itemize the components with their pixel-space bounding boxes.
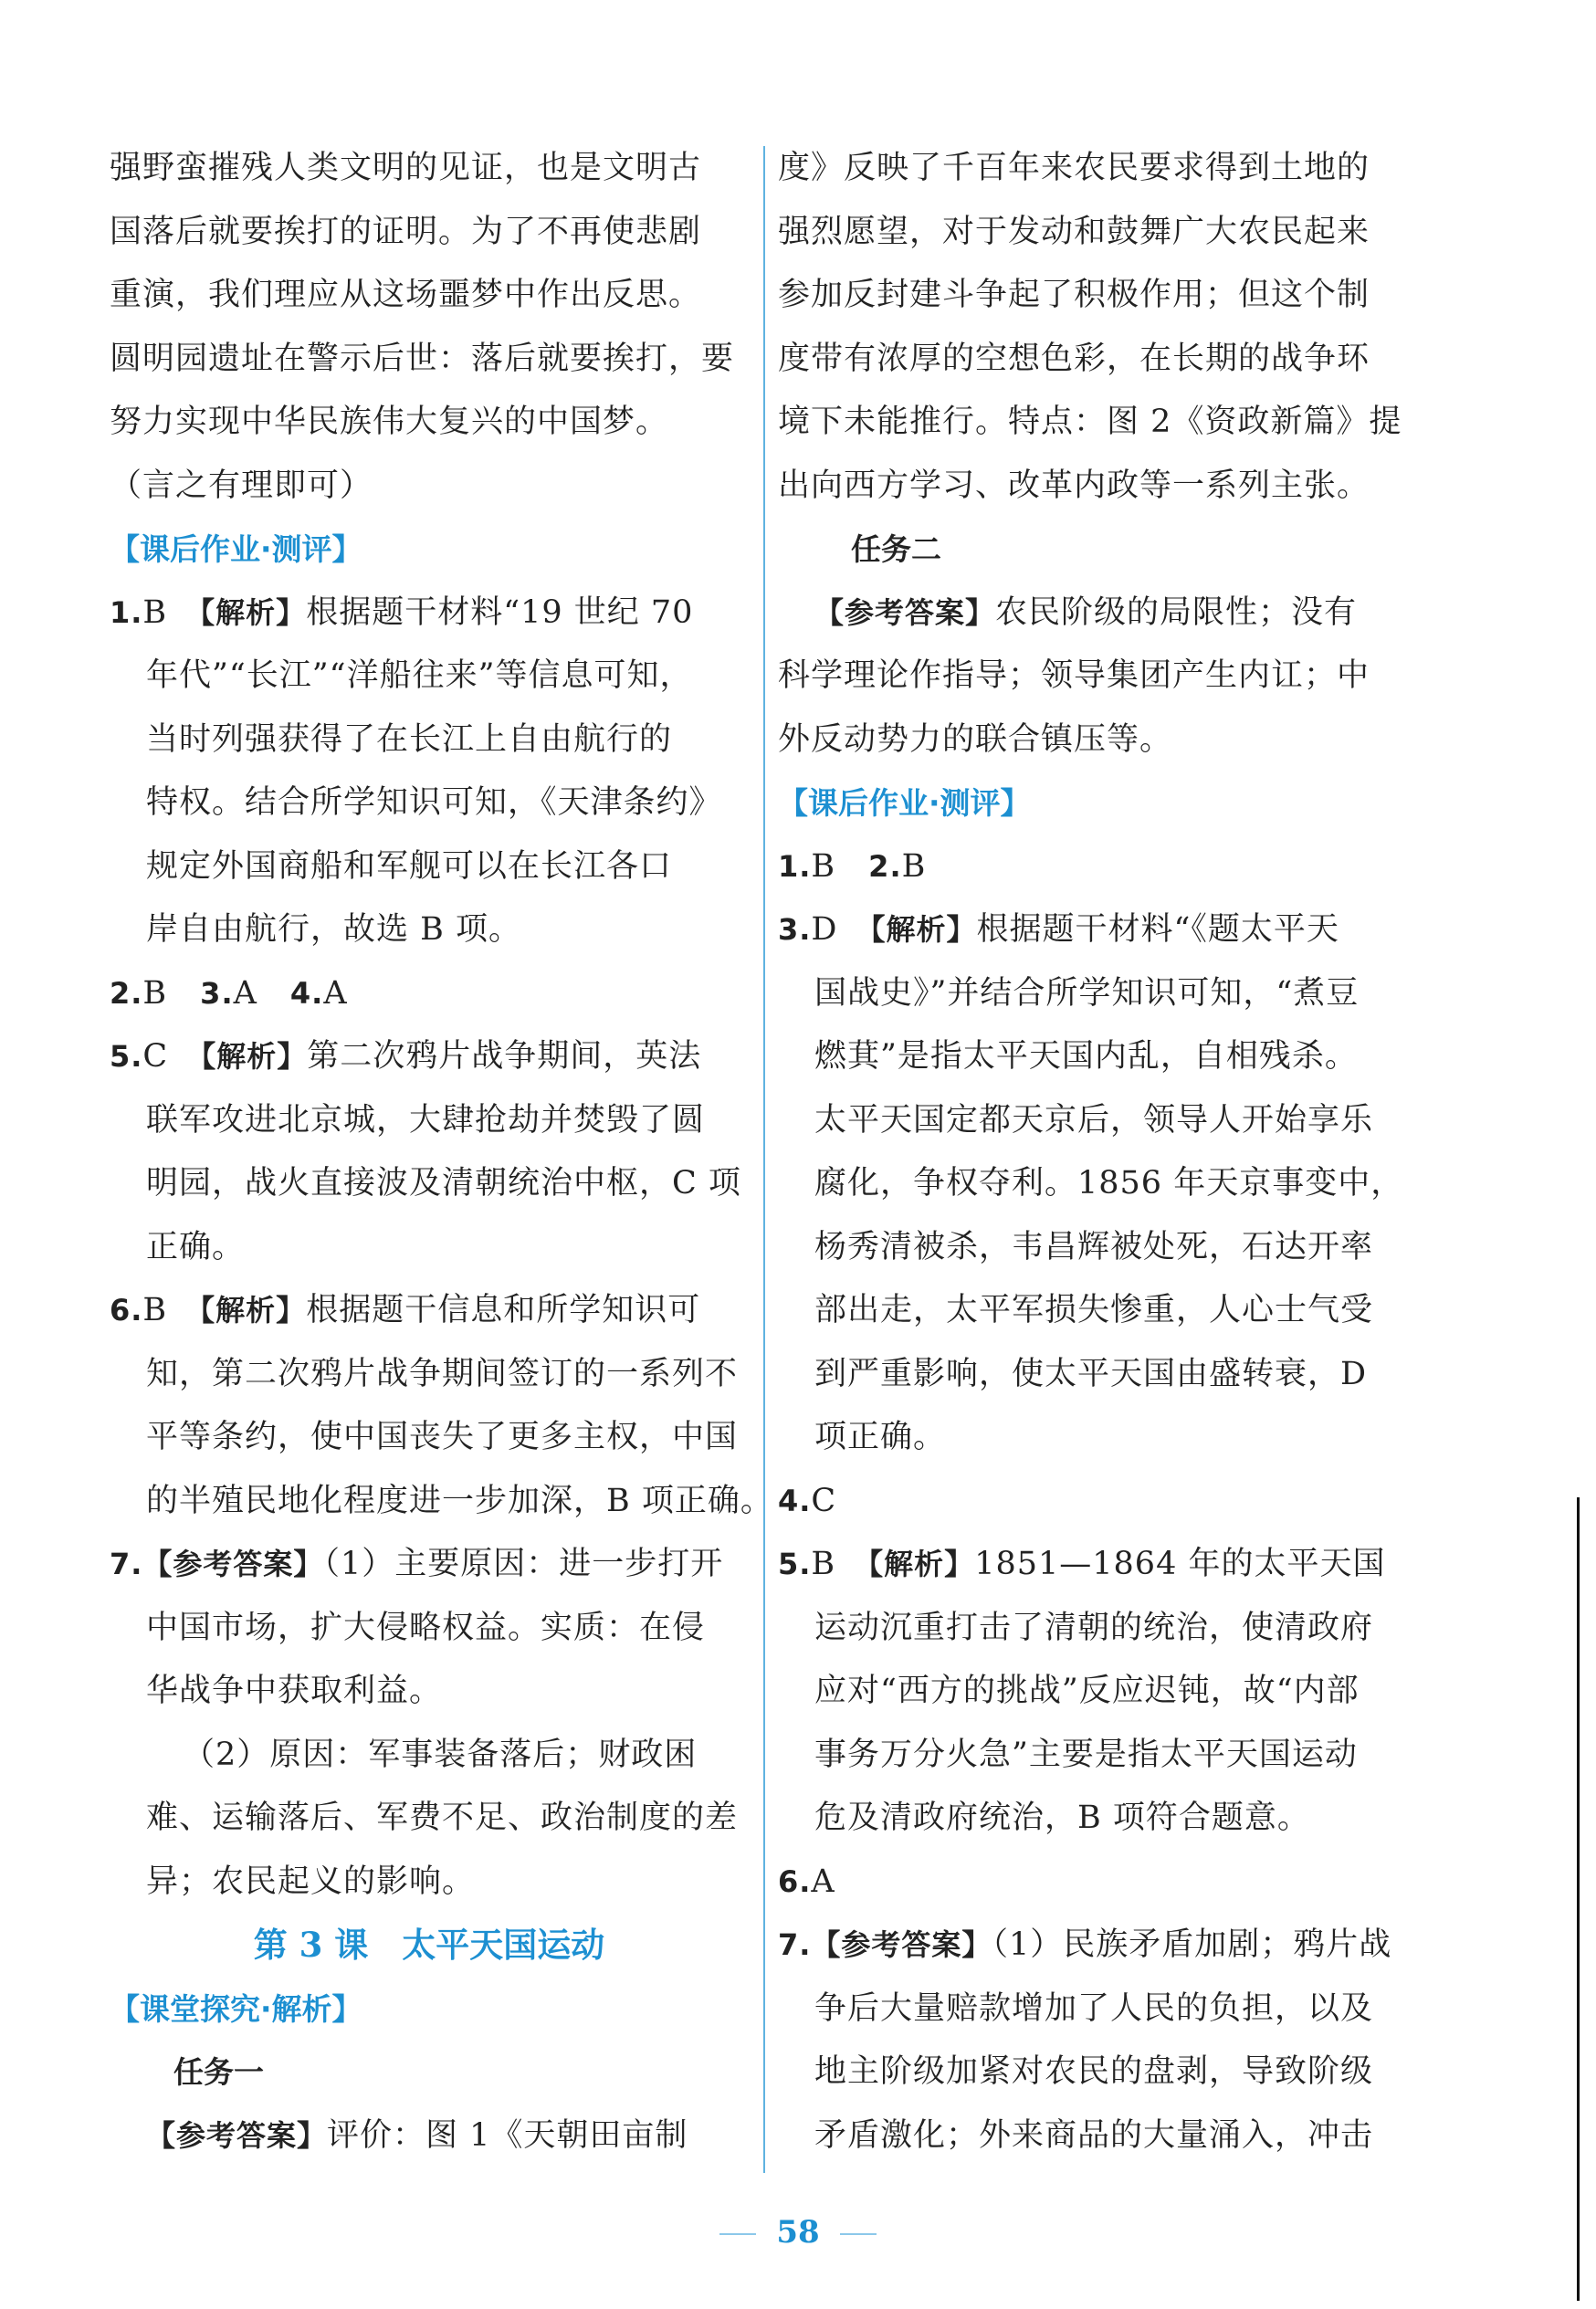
text-line: 运动沉重打击了清朝的统治，使清政府 — [814, 1609, 1374, 1646]
answer-line: 2.B 3.A 4.A — [110, 974, 348, 1012]
answer-line: 【参考答案】评价：图 1《天朝田亩制 — [146, 2116, 688, 2154]
page-number-dash — [719, 2233, 756, 2235]
text-line: 明园，战火直接波及清朝统治中枢，C 项 — [146, 1165, 741, 1202]
text-line: 危及清政府统治，B 项符合题意。 — [814, 1800, 1310, 1836]
text-line: 知，第二次鸦片战争期间签订的一系列不 — [146, 1355, 739, 1392]
text-line: 当时列强获得了在长江上自由航行的 — [146, 720, 673, 758]
column-divider — [763, 146, 765, 2173]
text-line: 参加反封建斗争起了积极作用；但这个制 — [778, 277, 1370, 313]
section-header-homework: 【课后作业·测评】 — [778, 785, 1031, 821]
text-line: 国战史》”并结合所学知识可知，“煮豆 — [814, 974, 1360, 1012]
text-line: 外反动势力的联合镇压等。 — [778, 720, 1173, 758]
text-line: 正确。 — [146, 1228, 246, 1265]
text-line: 强烈愿望，对于发动和鼓舞广大农民起来 — [778, 213, 1370, 250]
answer-line: 4.C — [778, 1482, 837, 1519]
text-line: 争后大量赔款增加了人民的负担，以及 — [814, 1989, 1374, 2027]
text-line: 努力实现中华民族伟大复兴的中国梦。 — [110, 404, 669, 440]
text-line: 华战争中获取利益。 — [146, 1673, 443, 1709]
page-number-text: 58 — [776, 2214, 820, 2251]
answer-line: 1.B 2.B — [778, 847, 927, 885]
text-line: 燃萁”是指太平天国内乱，自相残杀。 — [814, 1038, 1358, 1075]
left-column — [110, 137, 773, 2167]
text-line: 岸自由航行，故选 B 项。 — [146, 911, 521, 948]
answer-line: 6.B 【解析】根据题干信息和所学知识可 — [110, 1292, 701, 1328]
answer-line: 5.B 【解析】1851—1864 年的太平天国 — [778, 1546, 1386, 1582]
answer-line: 3.D 【解析】根据题干材料“《题太平天 — [778, 911, 1339, 948]
text-line: 出向西方学习、改革内政等一系列主张。 — [778, 467, 1370, 504]
text-line: 年代”“长江”“洋船往来”等信息可知， — [146, 657, 693, 694]
answer-line: 1.B 【解析】根据题干材料“19 世纪 70 — [110, 593, 694, 631]
right-column — [778, 137, 1422, 2167]
text-line: 特权。结合所学知识可知，《天津条约》 — [146, 784, 722, 821]
text-line: 难、运输落后、军费不足、政治制度的差 — [146, 1800, 739, 1836]
text-line: 杨秀清被杀，韦昌辉被处死，石达开率 — [814, 1228, 1374, 1265]
task-title: 任务一 — [173, 2054, 264, 2090]
text-line: 的半殖民地化程度进一步加深，B 项正确。 — [146, 1482, 773, 1519]
page-number-dash — [840, 2233, 877, 2235]
section-header-classroom: 【课堂探究·解析】 — [110, 1990, 362, 2027]
text-line: 项正确。 — [814, 1419, 947, 1455]
answer-line: 5.C 【解析】第二次鸦片战争期间，英法 — [110, 1038, 702, 1075]
page-number — [0, 2214, 1596, 2251]
scan-edge-line — [1577, 1497, 1580, 2301]
text-line: 规定外国商船和军舰可以在长江各口 — [146, 847, 673, 885]
text-line: 度带有浓厚的空想色彩，在长期的战争环 — [778, 340, 1370, 377]
text-line: 到严重影响，使太平天国由盛转衰，D — [814, 1355, 1368, 1392]
text-line: 矛盾激化；外来商品的大量涌入，冲击 — [814, 2116, 1374, 2154]
text-line: 应对“西方的挑战”反应迟钝，故“内部 — [814, 1673, 1360, 1709]
text-line: （言之有理即可） — [110, 467, 373, 504]
text-line: 度》反映了千百年来农民要求得到土地的 — [778, 150, 1370, 186]
text-line: 腐化，争权夺利。1856 年天京事变中， — [814, 1165, 1404, 1202]
text-line: 境下未能推行。特点：图 2《资政新篇》提 — [778, 404, 1402, 440]
text-line: 联军攻进北京城，大肆抢劫并焚毁了圆 — [146, 1101, 706, 1139]
lesson-title: 第 3 课 太平天国运动 — [253, 1925, 605, 1965]
answer-line: 7.【参考答案】（1）主要原因：进一步打开 — [110, 1546, 724, 1582]
answer-line: 【参考答案】农民阶级的局限性；没有 — [814, 593, 1358, 631]
text-line: 太平天国定都天京后，领导人开始享乐 — [814, 1101, 1374, 1139]
text-line: 中国市场，扩大侵略权益。实质：在侵 — [146, 1609, 706, 1646]
text-line: 重演，我们理应从这场噩梦中作出反思。 — [110, 277, 702, 313]
task-title: 任务二 — [851, 531, 941, 567]
text-line: 科学理论作指导；领导集团产生内讧；中 — [778, 657, 1370, 694]
answer-line: 7.【参考答案】（1）民族矛盾加剧；鸦片战 — [778, 1926, 1392, 1963]
text-line: 事务万分火急”主要是指太平天国运动 — [814, 1736, 1358, 1773]
text-line: 部出走，太平军损失惨重，人心士气受 — [814, 1292, 1374, 1328]
text-line: 国落后就要挨打的证明。为了不再使悲剧 — [110, 213, 702, 250]
section-header-homework: 【课后作业·测评】 — [110, 531, 362, 567]
text-line: 圆明园遗址在警示后世：落后就要挨打，要 — [110, 340, 735, 377]
text-line: 强野蛮摧残人类文明的见证，也是文明古 — [110, 150, 702, 186]
text-line: 异；农民起义的影响。 — [146, 1863, 476, 1900]
text-line: （2）原因：军事装备落后；财政困 — [183, 1736, 698, 1773]
answer-line: 6.A — [778, 1863, 835, 1900]
text-line: 平等条约，使中国丧失了更多主权，中国 — [146, 1419, 739, 1455]
text-line: 地主阶级加紧对农民的盘剥，导致阶级 — [814, 2053, 1374, 2090]
